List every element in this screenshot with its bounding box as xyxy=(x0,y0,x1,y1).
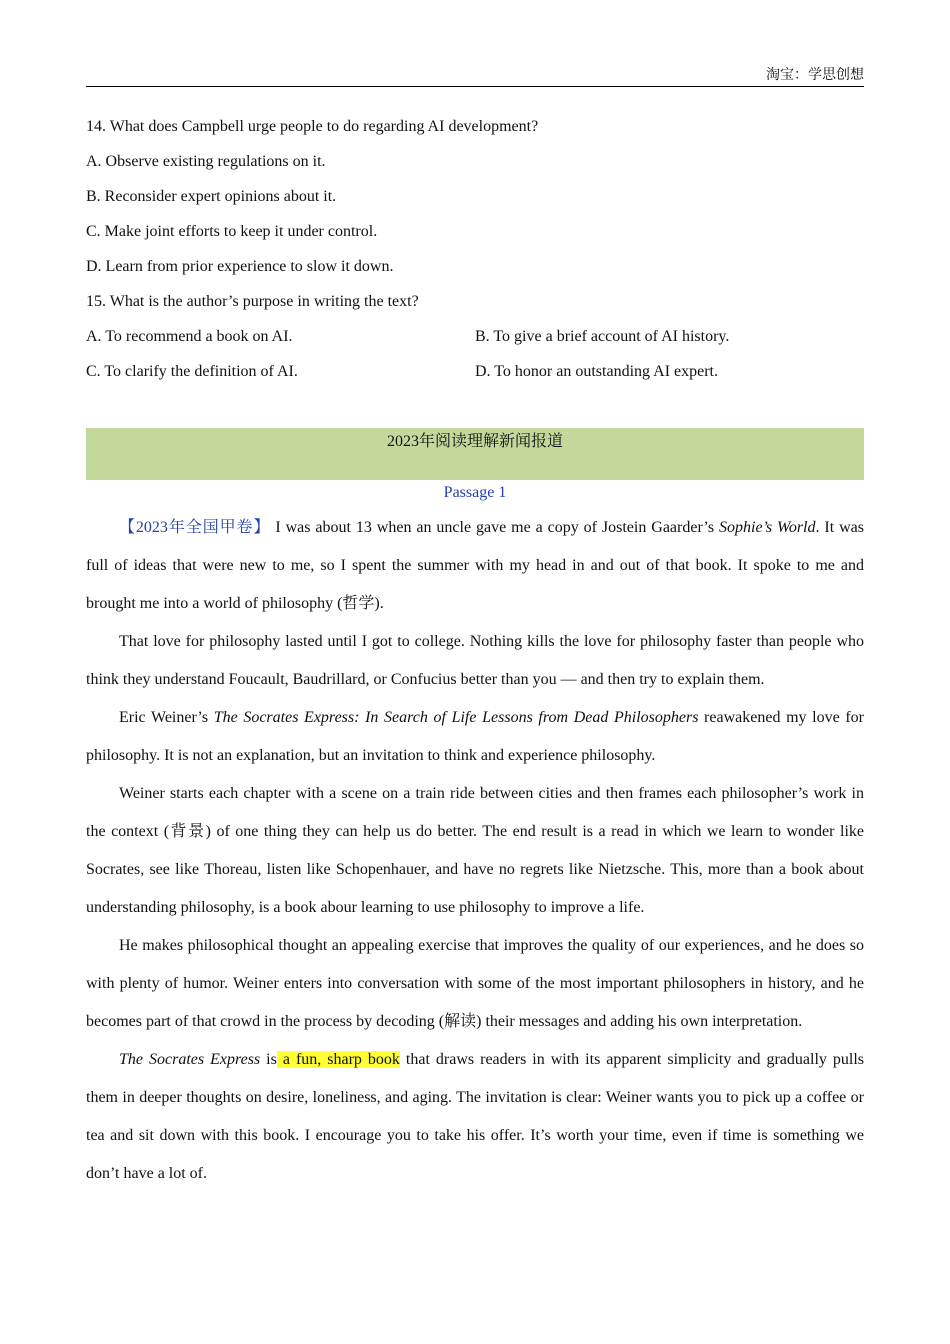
question-15-option-a: A. To recommend a book on AI. xyxy=(86,328,293,345)
paragraph-2: That love for philosophy lasted until I got to college. Nothing kills the love for philosophy faster than people who think they understand Foucault, Baudrillard, or Confucius better than you — and then try to explain them. xyxy=(86,633,864,688)
question-15-option-d: D. To honor an outstanding AI expert. xyxy=(475,363,718,380)
paragraph-6-text-a: is xyxy=(260,1051,277,1068)
highlighted-phrase: a fun, sharp book xyxy=(276,1051,400,1068)
question-15-option-b: B. To give a brief account of AI history. xyxy=(475,328,730,345)
page-header: 淘宝：学思创想 xyxy=(86,66,864,87)
passage-title: Passage 1 xyxy=(443,484,507,501)
paragraph-1-text-a: I was about 13 when an uncle gave me a copy of Jostein Gaarder’s xyxy=(270,519,719,536)
paragraph-5: He makes philosophical thought an appealing exercise that improves the quality of our experiences, and he does so with plenty of humor. Weiner enters into conversation with some of the most important philosophers in history, and he becomes part of that crowd in the process by decoding (解读) their messages and adding his own interpretation. xyxy=(86,937,864,1030)
paragraph-1 xyxy=(86,509,864,623)
paragraph-3-text-b: reawakened my love for philosophy. It is not an explanation, but an invitation to think and experience philosophy. xyxy=(86,709,864,764)
book-title-socrates-express-full: The Socrates Express: In Search of Life Lessons from Dead Philosophers xyxy=(213,709,699,726)
paragraph-6-text-b: that draws readers in with its apparent simplicity and gradually pulls them in deeper thoughts on desire, loneliness, and aging. The invitation is clear: Weiner wants you to pick up a coffee or tea and sit down with this book. I encourage you to take his offer. It’s worth your time, even if time is something we don’t have a lot of. xyxy=(86,1051,865,1182)
section-banner xyxy=(86,428,864,480)
paragraph-6 xyxy=(86,1041,864,1193)
question-14-option-c: C. Make joint efforts to keep it under control. xyxy=(86,223,378,240)
source-tag: 【2023年全国甲卷】 xyxy=(119,519,271,536)
section-banner-title: 2023年阅读理解新闻报道 xyxy=(386,433,563,450)
passage-body xyxy=(86,509,864,1193)
question-15-stem: 15. What is the author’s purpose in writing the text? xyxy=(86,293,419,310)
question-15-option-c: C. To clarify the definition of AI. xyxy=(86,363,298,380)
paragraph-3-text-a: Eric Weiner’s xyxy=(119,709,214,726)
question-14-stem: 14. What does Campbell urge people to do regarding AI development? xyxy=(86,118,539,135)
question-14-option-a: A. Observe existing regulations on it. xyxy=(86,153,326,170)
question-14-option-d: D. Learn from prior experience to slow it down. xyxy=(86,258,394,275)
paragraph-1-text-b: . It was full of ideas that were new to me, so I spent the summer with my head in and out of that book. It spoke to me and brought me into a world of philosophy (哲学). xyxy=(86,519,865,612)
paragraph-4: Weiner starts each chapter with a scene on a train ride between cities and then frames each philosopher’s work in the context (背景) of one thing they can help us do better. The end result is a read in which we learn to wonder like Socrates, see like Thoreau, listen like Schopenhauer, and have no regrets like Nietzsche. This, more than a book about understanding philosophy, is a book abour learning to use philosophy to improve a life. xyxy=(86,785,864,916)
book-title-sophies-world: Sophie’s World xyxy=(719,519,816,536)
paragraph-3 xyxy=(86,699,864,775)
question-14-option-b: B. Reconsider expert opinions about it. xyxy=(86,188,337,205)
book-title-socrates-express: The Socrates Express xyxy=(119,1051,261,1068)
